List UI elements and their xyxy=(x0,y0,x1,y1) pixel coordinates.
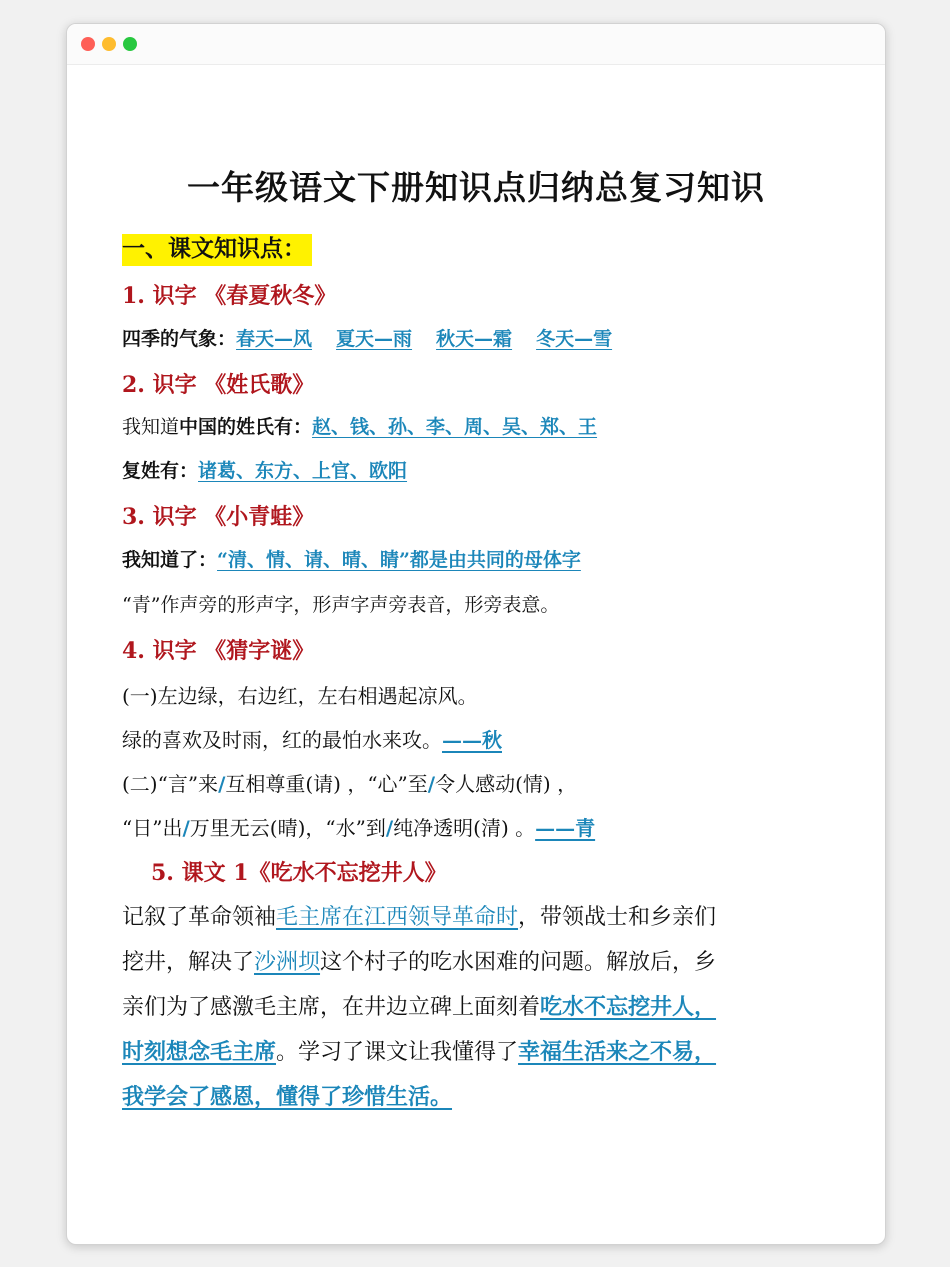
riddle-1-answer: ——秋 xyxy=(442,728,502,752)
riddle-2-part-2: 互相尊重(请) ，“心”至 xyxy=(225,772,428,796)
story-highlight: 沙洲坝 xyxy=(254,950,321,975)
answer-winter: 冬天—雪 xyxy=(536,328,613,350)
story-highlight: 吃水不忘挖井人， xyxy=(540,994,717,1020)
story-highlight: 时刻想念毛主席 xyxy=(122,1039,277,1065)
window-titlebar xyxy=(67,24,885,65)
lesson-heading-4: 4. 识字 《猜字谜》 xyxy=(122,638,315,664)
maximize-icon[interactable] xyxy=(123,37,137,51)
answer-summer: 夏天—雨 xyxy=(336,328,413,350)
riddle-2-part-4: “日”出 xyxy=(122,816,183,840)
riddle-2-part-6: 纯净透明(清) 。 xyxy=(393,816,536,840)
lesson-heading-5: 5. 课文 1《吃水不忘挖井人》 xyxy=(151,860,447,886)
story-highlight: 毛主席在江西领导革命时 xyxy=(276,905,519,930)
story-line-4 xyxy=(122,1035,716,1066)
slash-mark: / xyxy=(182,816,190,840)
lesson-heading-3: 3. 识字 《小青蛙》 xyxy=(122,504,315,530)
surnames-label-a: 我知道 xyxy=(122,416,180,438)
document-window xyxy=(66,23,886,1245)
compound-label: 复姓有： xyxy=(122,460,199,482)
riddle-1-line-2 xyxy=(122,724,502,753)
riddle-2-part-3: 令人感动(情) ， xyxy=(435,772,578,796)
story-text: 亲们为了感激毛主席，在井边立碑上面刻着 xyxy=(122,995,541,1020)
story-text: 这个村子的吃水困难的问题。解放后，乡 xyxy=(320,950,717,975)
seasons-line xyxy=(122,324,612,351)
section-heading-text: 一、课文知识点： xyxy=(122,234,312,266)
story-text: ，带领战士和乡亲们 xyxy=(518,905,717,930)
riddle-2-line-2 xyxy=(122,812,595,841)
story-highlight: 幸福生活来之不易， xyxy=(518,1039,717,1065)
riddle-2-line-1 xyxy=(122,768,577,797)
compound-answer: 诸葛、东方、上官、欧阳 xyxy=(198,460,408,482)
riddle-1-line-1: (一)左边绿，右边红，左右相遇起凉风。 xyxy=(122,684,478,708)
slash-mark: / xyxy=(427,772,436,796)
story-highlight: 我学会了感恩，懂得了珍惜生活。 xyxy=(122,1084,453,1110)
story-text: 挖井，解决了 xyxy=(122,950,255,975)
story-text: 。学习了课文让我懂得了 xyxy=(276,1040,519,1065)
surnames-line xyxy=(122,412,597,439)
page-title: 一年级语文下册知识点归纳总复习知识 xyxy=(187,168,765,207)
close-icon[interactable] xyxy=(81,37,95,51)
story-text: 记叙了革命领袖 xyxy=(122,905,277,930)
seasons-label: 四季的气象： xyxy=(122,328,237,350)
answer-spring: 春天—风 xyxy=(236,328,313,350)
compound-surnames-line xyxy=(122,456,407,483)
slash-mark: / xyxy=(385,816,394,840)
answer-autumn: 秋天—霜 xyxy=(436,328,513,350)
story-line-1 xyxy=(122,900,716,931)
slash-mark: / xyxy=(218,772,226,796)
riddle-2-part-1: (二)“言”来 xyxy=(122,772,219,796)
frog-answer: “清、情、请、晴、睛”都是由共同的母体字 xyxy=(217,549,581,571)
surnames-label-b: 中国的姓氏有： xyxy=(179,416,313,438)
frog-line xyxy=(122,545,581,572)
riddle-1-text: 绿的喜欢及时雨，红的最怕水来攻。 xyxy=(122,728,442,752)
story-line-5 xyxy=(122,1080,452,1111)
phonetic-note: “青”作声旁的形声字，形声字声旁表音，形旁表意。 xyxy=(122,594,560,616)
section-heading xyxy=(122,230,312,263)
story-line-3 xyxy=(122,990,716,1021)
riddle-2-part-5: 万里无云(晴)，“水”到 xyxy=(189,816,386,840)
lesson-heading-1: 1. 识字 《春夏秋冬》 xyxy=(122,283,337,309)
minimize-icon[interactable] xyxy=(102,37,116,51)
story-line-2 xyxy=(122,945,716,976)
lesson-heading-2: 2. 识字 《姓氏歌》 xyxy=(122,372,315,398)
riddle-2-answer: ——青 xyxy=(535,816,596,840)
surnames-answer: 赵、钱、孙、李、周、吴、郑、王 xyxy=(312,416,598,438)
frog-label: 我知道了： xyxy=(122,549,218,571)
